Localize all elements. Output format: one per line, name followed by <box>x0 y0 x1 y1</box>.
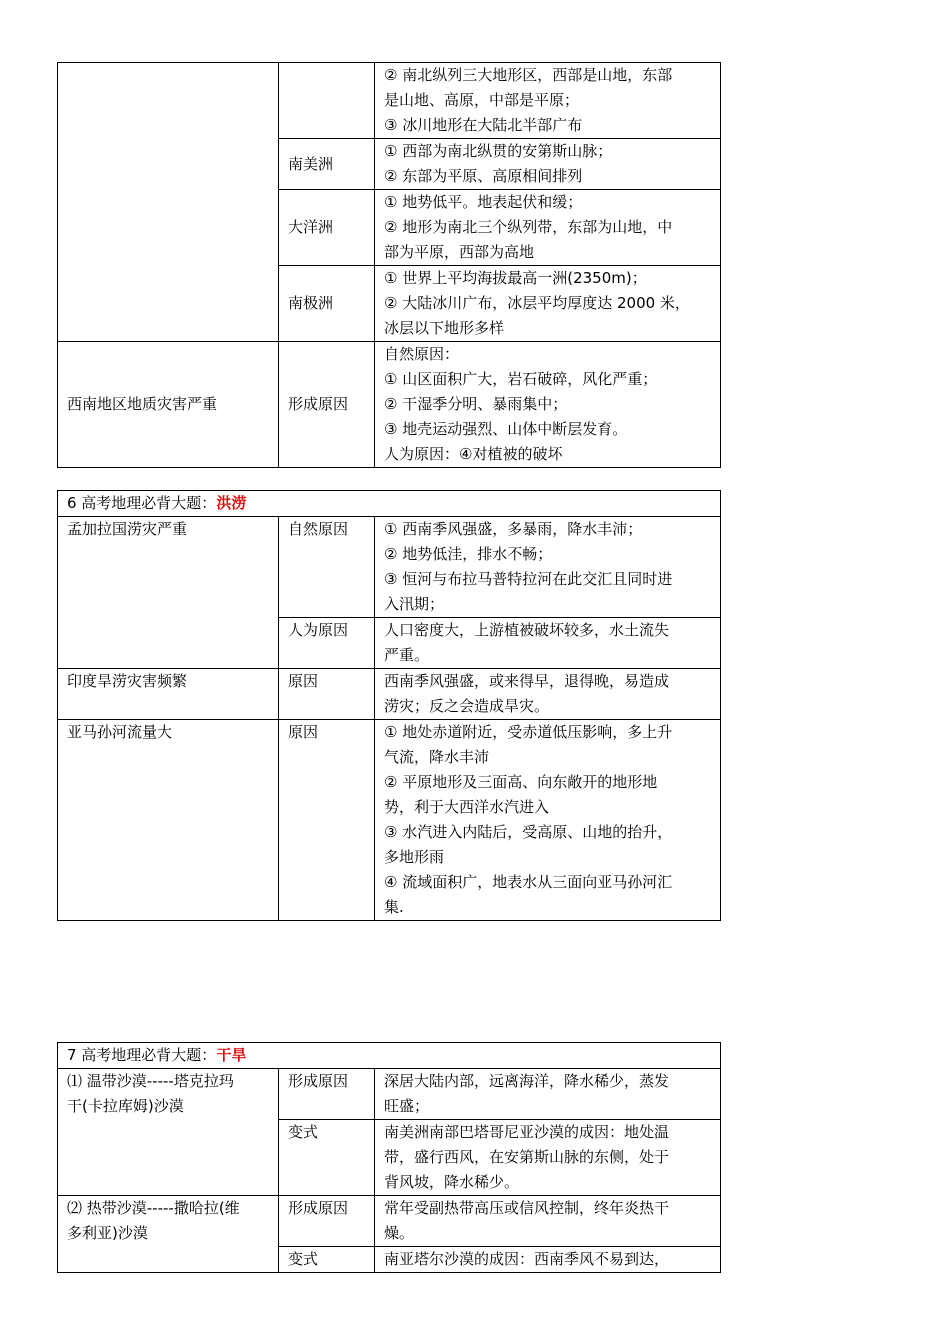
content-line: ② 地形为南北三个纵列带，东部为山地，中 <box>384 218 673 236</box>
content-line: 带，盛行西风，在安第斯山脉的东侧，处于 <box>384 1148 670 1166</box>
content-cell <box>375 517 721 618</box>
content-line: ② 南北纵列三大地形区，西部是山地，东部 <box>384 66 673 84</box>
landform-table <box>57 62 721 468</box>
content-cell <box>375 266 721 342</box>
region-line: 干(卡拉库姆)沙漠 <box>67 1097 184 1115</box>
table-row <box>58 342 721 468</box>
content-line: 背风坡，降水稀少。 <box>384 1173 520 1191</box>
content-line: 入汛期； <box>384 595 445 613</box>
content-line: ③ 冰川地形在大陆北半部广布 <box>384 116 583 134</box>
content-cell <box>375 190 721 266</box>
content-cell <box>375 63 721 139</box>
table-header-row <box>58 1043 721 1069</box>
content-line: ④ 流域面积广，地表水从三面向亚马孙河汇 <box>384 873 673 891</box>
table-row <box>58 63 721 139</box>
region-cell: 印度旱涝灾害频繁 <box>58 669 279 720</box>
content-line: ① 地处赤道附近，受赤道低压影响，多上升 <box>384 723 673 741</box>
item-cell: 自然原因 <box>279 517 375 618</box>
section-title-topic: 干旱 <box>216 1046 247 1064</box>
item-cell: 南极洲 <box>279 266 375 342</box>
content-line: 集. <box>384 898 404 916</box>
region-cell <box>58 63 279 342</box>
content-cell <box>375 1247 721 1273</box>
content-cell <box>375 669 721 720</box>
content-line: 常年受副热带高压或信风控制，终年炎热干 <box>384 1199 670 1217</box>
region-cell <box>58 1196 279 1273</box>
content-line: ② 干湿季分明、暴雨集中； <box>384 395 568 413</box>
content-line: ② 大陆冰川广布，冰层平均厚度达 2000 米， <box>384 294 690 312</box>
item-cell: 人为原因 <box>279 618 375 669</box>
content-line: ③ 水汽进入内陆后，受高原、山地的抬升， <box>384 823 673 841</box>
content-line: 涝灾；反之会造成旱灾。 <box>384 697 550 715</box>
content-line: 燥。 <box>384 1224 415 1242</box>
region-line: ⑴ 温带沙漠-----塔克拉玛 <box>67 1072 234 1090</box>
content-line: 势，利于大西洋水汽进入 <box>384 798 550 816</box>
content-line: 多地形雨 <box>384 848 445 866</box>
section-title <box>58 491 721 517</box>
content-line: 西南季风强盛，或来得早，退得晚，易造成 <box>384 672 670 690</box>
section-title-topic: 洪涝 <box>216 494 247 512</box>
content-cell <box>375 1069 721 1120</box>
content-cell <box>375 1196 721 1247</box>
region-line: 多利亚)沙漠 <box>67 1224 148 1242</box>
content-line: 是山地、高原，中部是平原； <box>384 91 580 109</box>
content-line: 南美洲南部巴塔哥尼亚沙漠的成因：地处温 <box>384 1123 670 1141</box>
region-cell: 亚马孙河流量大 <box>58 720 279 921</box>
item-cell: 变式 <box>279 1120 375 1196</box>
item-cell: 形成原因 <box>279 1196 375 1247</box>
table-row <box>58 517 721 618</box>
item-cell: 原因 <box>279 720 375 921</box>
item-cell: 南美洲 <box>279 139 375 190</box>
table-row <box>58 669 721 720</box>
content-line: ② 地势低洼，排水不畅； <box>384 545 553 563</box>
content-cell <box>375 342 721 468</box>
content-cell <box>375 720 721 921</box>
region-cell: 西南地区地质灾害严重 <box>58 342 279 468</box>
table-row <box>58 1069 721 1120</box>
region-cell: 孟加拉国涝灾严重 <box>58 517 279 669</box>
content-line: ① 西部为南北纵贯的安第斯山脉； <box>384 142 613 160</box>
content-line: 气流，降水丰沛 <box>384 748 490 766</box>
flood-table <box>57 490 721 921</box>
item-cell <box>279 63 375 139</box>
content-line: ③ 地壳运动强烈、山体中断层发育。 <box>384 420 628 438</box>
table-row <box>58 720 721 921</box>
content-line: 旺盛； <box>384 1097 430 1115</box>
item-cell: 形成原因 <box>279 1069 375 1120</box>
table-row <box>58 1196 721 1247</box>
region-line: ⑵ 热带沙漠-----撒哈拉(维 <box>67 1199 240 1217</box>
table-header-row <box>58 491 721 517</box>
content-line: 自然原因： <box>384 345 460 363</box>
content-line: 严重。 <box>384 646 430 664</box>
section-title <box>58 1043 721 1069</box>
item-cell: 变式 <box>279 1247 375 1273</box>
section-title-prefix: 6 高考地理必背大题： <box>67 494 217 512</box>
content-line: ③ 恒河与布拉马普特拉河在此交汇且同时进 <box>384 570 673 588</box>
item-cell: 形成原因 <box>279 342 375 468</box>
content-line: 人口密度大，上游植被破坏较多，水土流失 <box>384 621 670 639</box>
content-line: ① 地势低平。地表起伏和缓； <box>384 193 583 211</box>
region-cell <box>58 1069 279 1196</box>
content-line: ① 世界上平均海拔最高一洲(2350m)； <box>384 269 647 287</box>
content-cell <box>375 1120 721 1196</box>
content-line: 冰层以下地形多样 <box>384 319 505 337</box>
content-line: ① 山区面积广大，岩石破碎，风化严重； <box>384 370 658 388</box>
content-line: 深居大陆内部，远离海洋，降水稀少，蒸发 <box>384 1072 670 1090</box>
content-line: 人为原因：④对植被的破坏 <box>384 445 563 463</box>
item-cell: 原因 <box>279 669 375 720</box>
content-cell <box>375 618 721 669</box>
item-cell: 大洋洲 <box>279 190 375 266</box>
section-title-prefix: 7 高考地理必背大题： <box>67 1046 217 1064</box>
content-line: ① 西南季风强盛，多暴雨，降水丰沛； <box>384 520 643 538</box>
content-line: ② 平原地形及三面高、向东敞开的地形地 <box>384 773 658 791</box>
drought-table <box>57 1042 721 1273</box>
content-cell <box>375 139 721 190</box>
content-line: ② 东部为平原、高原相间排列 <box>384 167 583 185</box>
content-line: 部为平原，西部为高地 <box>384 243 535 261</box>
content-line: 南亚塔尔沙漠的成因：西南季风不易到达， <box>384 1250 670 1268</box>
